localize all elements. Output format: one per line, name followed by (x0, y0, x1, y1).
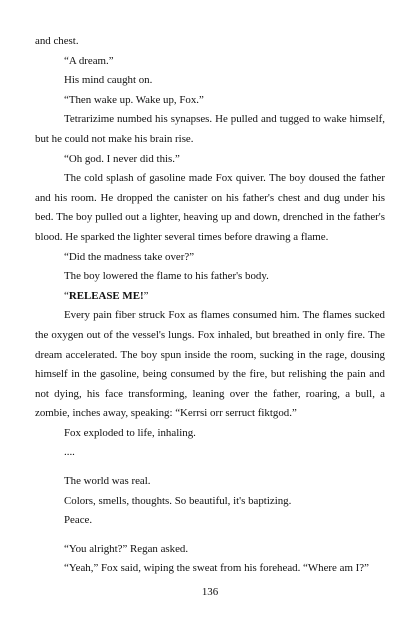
paragraph: The world was real. (64, 475, 151, 488)
paragraph: The boy lowered the flame to his father's body. (64, 270, 269, 283)
paragraph: Peace. (64, 514, 93, 527)
paragraph-dialogue: “Then wake up. Wake up, Fox.” (64, 93, 204, 106)
paragraph: Tetrarizime numbed his synapses. He pulled and tugged to wake himself, but he could not make his brain rise. (35, 113, 385, 145)
paragraph: The cold splash of gasoline made Fox quiver. The boy doused the father and his room. He dropped the canister on his father's chest and dug under his bed. The boy pulled out a lighter, heaving up and down, drenched in the father's blood. He sparked the lighter several times before drawing a flame. (35, 172, 385, 243)
book-page-text (35, 32, 385, 579)
shout-open-quote: “ (64, 289, 69, 302)
shout-bold-text: RELEASE ME! (68, 289, 144, 302)
section-break-ellipsis: .... (64, 446, 75, 459)
shout-close-quote: ” (143, 289, 149, 302)
paragraph: Every pain fiber struck Fox as flames consumed him. The flames sucked the oxygen out of the vessel's lungs. Fox inhaled, but breathed in only fire. The dream accelerated. The boy spun inside the room, sucking in the rage, dousing himself in the gasoline, being consumed by the fire, but relishing the pain and not dying, his face transforming, leaning over the father, roaring, a bull, a zombie, inches away, speaking: “Kerrsi orr serruct fiktgod.” (35, 309, 385, 420)
paragraph-dialogue: “Yeah,” Fox said, wiping the sweat from his forehead. “Where am I?” (64, 562, 369, 575)
paragraph-dialogue: “Oh god. I never did this.” (64, 152, 180, 165)
paragraph-continuation: and chest. (35, 35, 79, 47)
paragraph-dialogue: “Did the madness take over?” (64, 250, 195, 263)
paragraph-dialogue: “A dream.” (64, 54, 114, 67)
paragraph-shout (35, 287, 385, 307)
paragraph: Colors, smells, thoughts. So beautiful, it's baptizing. (64, 494, 292, 507)
paragraph: His mind caught on. (64, 74, 153, 87)
page-number: 136 (201, 586, 219, 598)
paragraph: Fox exploded to life, inhaling. (64, 426, 196, 439)
paragraph-dialogue: “You alright?” Regan asked. (64, 542, 189, 555)
